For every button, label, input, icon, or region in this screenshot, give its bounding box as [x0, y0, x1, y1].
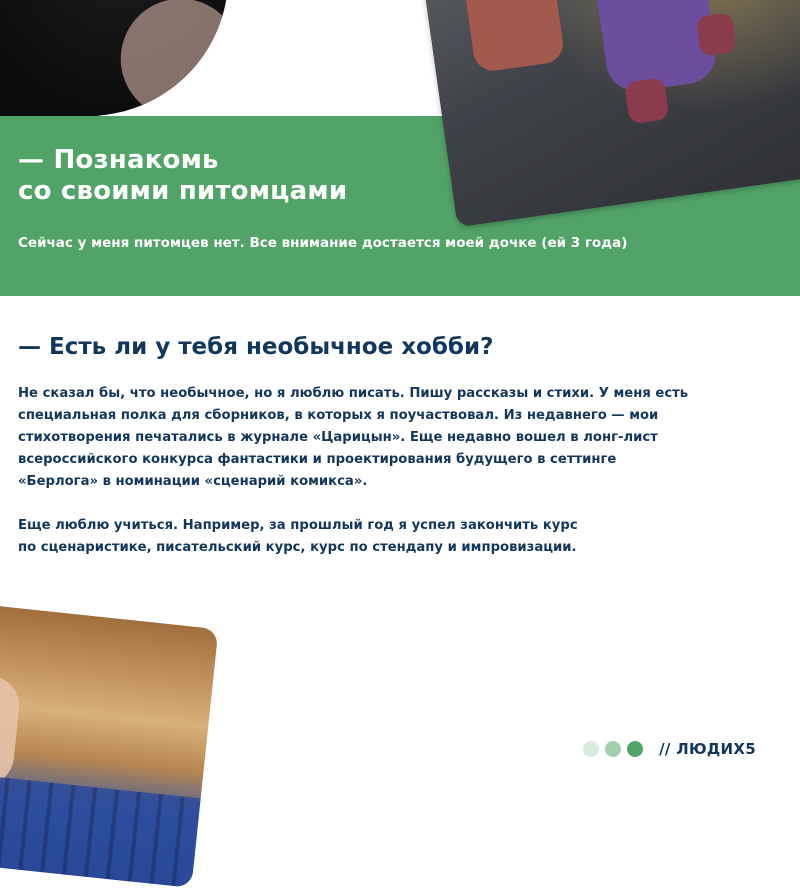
hobby-p2-line-1: Еще люблю учиться. Например, за прошлый год я успел закончить курс [18, 518, 578, 533]
hall-photo [0, 600, 218, 888]
hobby-p1-line-4: всероссийского конкурса фантастики и проектирования будущего в сеттинге [18, 452, 617, 467]
pets-heading-line-2: со своими питомцами [18, 176, 348, 206]
hobby-paragraph-1 [18, 383, 788, 493]
photo-boot [624, 77, 669, 124]
hobby-paragraph-2 [18, 515, 788, 559]
photo-boot-2 [696, 12, 737, 57]
person-photo-top-left [0, 0, 246, 133]
brand-dot-mid-icon [605, 741, 621, 757]
brand-dot-light-icon [583, 741, 599, 757]
photo-seats [0, 769, 201, 888]
hobby-answer [18, 383, 788, 581]
hobby-heading: — Есть ли у тебя необычное хобби? [18, 334, 494, 360]
photo-person [0, 673, 22, 789]
hobby-p1-line-2: специальная полка для сборников, в которых я поучаствовал. Из недавнего — мои [18, 408, 659, 423]
hobby-p1-line-1: Не сказал бы, что необычное, но я люблю писать. Пишу рассказы и стихи. У меня есть [18, 386, 689, 401]
brand-name: // ЛЮДИХ5 [659, 740, 756, 758]
brand-footer [583, 740, 756, 758]
photo-red-pants [461, 0, 565, 73]
brand-dot-dark-icon [627, 741, 643, 757]
hobby-p1-line-5: «Берлога» в номинации «сценарий комикса». [18, 474, 368, 489]
hobby-p2-line-2: по сценаристике, писательский курс, курс по стендапу и импровизации. [18, 540, 577, 555]
pets-heading-line-1: — Познакомь [18, 145, 219, 175]
pets-answer: Сейчас у меня питомцев нет. Все внимание достается моей дочке (ей 3 года) [18, 235, 628, 251]
pets-heading [18, 145, 438, 207]
hobby-p1-line-3: стихотворения печатались в журнале «Царицын». Еще недавно вошел в лонг-лист [18, 430, 658, 445]
